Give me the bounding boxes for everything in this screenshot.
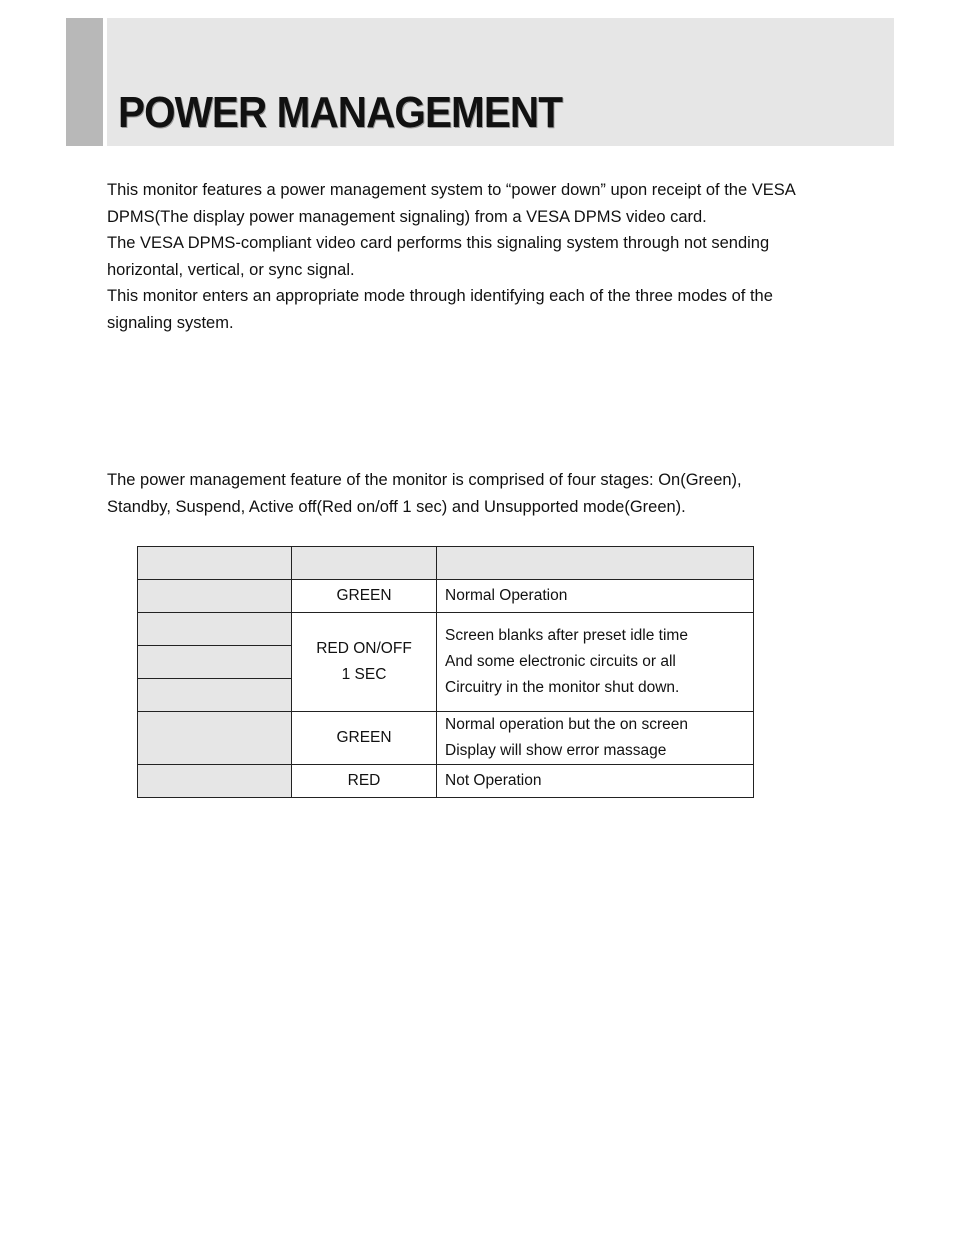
mode-cell: [138, 679, 292, 712]
intro-line: DPMS(The display power management signaling) from a VESA DPMS video card.: [107, 207, 707, 226]
header-accent-bar: [66, 18, 103, 146]
led-line: 1 SEC: [341, 666, 387, 683]
intro-line: horizontal, vertical, or sync signal.: [107, 260, 355, 279]
description-line: Display will show error massage: [445, 742, 667, 759]
description-line: Circuitry in the monitor shut down.: [445, 679, 680, 696]
mode-cell: [138, 646, 292, 679]
stages-line: The power management feature of the monitor is comprised of four stages: On(Green),: [107, 471, 742, 489]
mode-cell: [138, 765, 292, 798]
header-cell-description: [437, 547, 754, 580]
table-row: [138, 712, 754, 765]
header-cell-led: [292, 547, 437, 580]
intro-line: This monitor enters an appropriate mode through identifying each of the three modes of the: [107, 287, 773, 305]
description-line: Screen blanks after preset idle time: [445, 627, 688, 644]
table-header-row: [138, 547, 754, 580]
description-line: Normal operation but the on screen: [445, 716, 688, 733]
description-cell: Not Operation: [437, 765, 754, 798]
mode-cell: [138, 712, 292, 765]
header-cell-mode: [138, 547, 292, 580]
intro-paragraph: [107, 177, 867, 336]
stages-line: Standby, Suspend, Active off(Red on/off 1 sec) and Unsupported mode(Green).: [107, 498, 686, 516]
led-cell: [292, 613, 437, 712]
led-cell: GREEN: [292, 580, 437, 613]
page-title: POWER MANAGEMENT: [118, 88, 563, 137]
intro-line: This monitor features a power management system to “power down” upon receipt of the VESA: [107, 181, 796, 199]
description-cell: [437, 712, 754, 765]
intro-line: signaling system.: [107, 313, 234, 332]
table-row: [138, 765, 754, 798]
stages-paragraph: [107, 467, 867, 521]
intro-line: The VESA DPMS-compliant video card performs this signaling system through not sending: [107, 234, 770, 252]
led-cell: GREEN: [292, 712, 437, 765]
description-cell: [437, 613, 754, 712]
table-row: [138, 613, 754, 646]
description-cell: Normal Operation: [437, 580, 754, 613]
led-line: RED ON/OFF: [316, 640, 412, 657]
led-cell: RED: [292, 765, 437, 798]
power-mode-table: [137, 546, 754, 798]
mode-cell: [138, 580, 292, 613]
table-row: [138, 580, 754, 613]
description-line: And some electronic circuits or all: [445, 653, 676, 670]
mode-cell: [138, 613, 292, 646]
